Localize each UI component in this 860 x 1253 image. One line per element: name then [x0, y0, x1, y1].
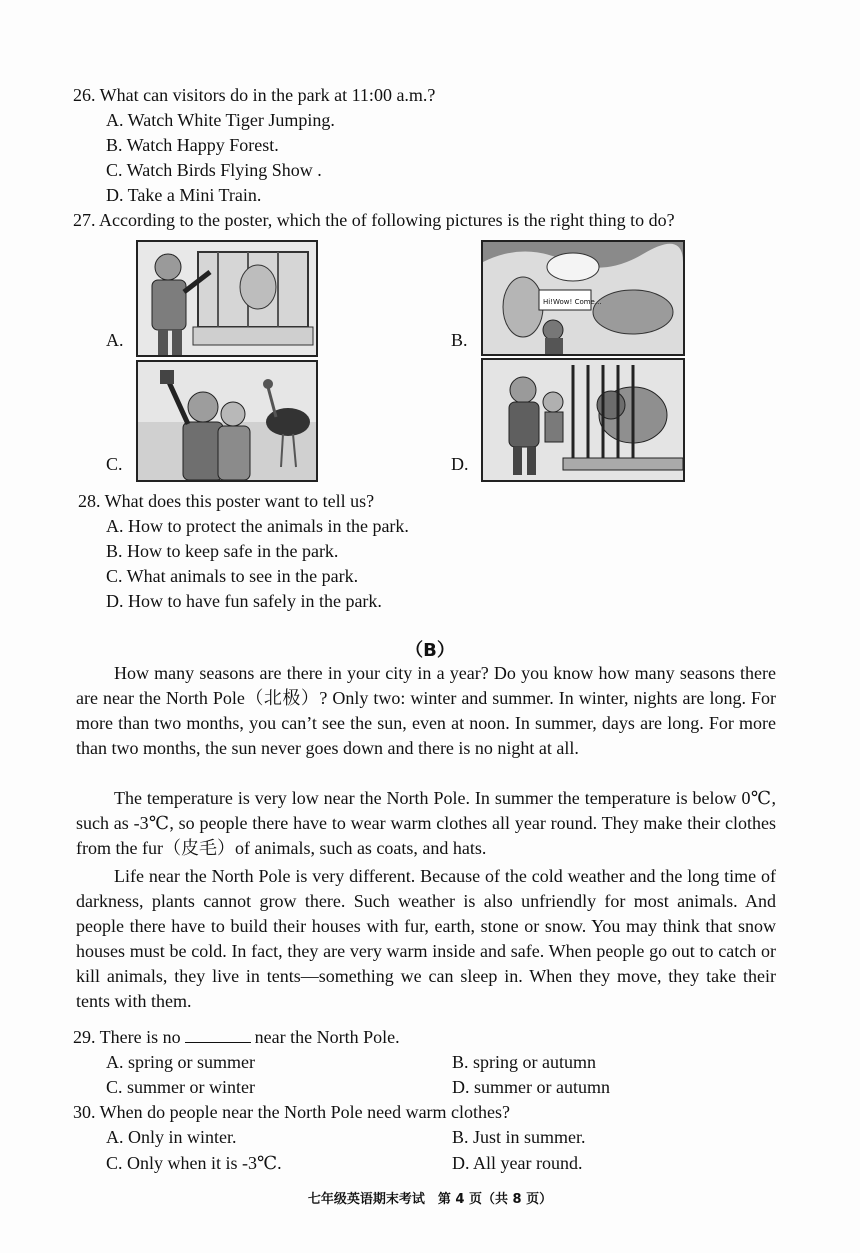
passage-paragraph-3	[76, 864, 776, 1014]
question-29-stem-after: near the North Pole.	[254, 1027, 400, 1047]
passage-paragraph-2	[76, 786, 776, 861]
passage-paragraph-1-text: How many seasons are there in your city in a year? Do you know how many seasons there are near the North Pole（北极）? Only two: winter and summer. In winter, nights are long. For more than two months, you can’t see the sun, even at noon. In summer, days are long. For more than two months, the sun never goes down and there is no night at all.	[76, 663, 776, 758]
page-footer: 七年级英语期末考试 第 4 页（共 8 页）	[307, 1192, 553, 1207]
picture-b-feeding-animals	[481, 240, 685, 356]
question-29-option-c: C. summer or winter	[106, 1077, 255, 1097]
picture-d-cage-with-lion	[481, 358, 685, 482]
question-29-option-d: D. summer or autumn	[452, 1077, 610, 1097]
picture-c-selfie-with-ostrich	[136, 360, 318, 482]
picture-b-illustration	[483, 242, 683, 354]
question-28-stem: 28. What does this poster want to tell us?	[78, 491, 375, 511]
picture-label-d: D.	[451, 454, 469, 474]
passage-paragraph-3-text: Life near the North Pole is very different. Because of the cold weather and the long time of darkness, plants cannot grow there. Such weather is also unfriendly for most animals. And people there have to build their houses with fur, earth, stone or snow. You may think that snow houses must be cold. In fact, they are very warm inside and safe. When people go out to catch or kill animals, they live in tents—something we can sleep in. When they move, they take their tents with them.	[76, 866, 776, 1011]
picture-d-illustration	[483, 360, 683, 480]
picture-c-illustration	[138, 362, 316, 480]
picture-label-a: A.	[106, 330, 124, 350]
question-30-option-a: A. Only in winter.	[106, 1127, 237, 1147]
section-b-title: （B）	[405, 640, 455, 661]
question-26-stem: 26. What can visitors do in the park at 11:00 a.m.?	[73, 85, 436, 105]
picture-label-b: B.	[451, 330, 468, 350]
question-29-stem-before: 29. There is no	[73, 1027, 181, 1047]
question-30-option-d: D. All year round.	[452, 1153, 583, 1173]
question-29-answer-blank	[185, 1028, 251, 1043]
question-30-option-b: B. Just in summer.	[452, 1127, 586, 1147]
picture-label-c: C.	[106, 454, 123, 474]
question-26-option-a: A. Watch White Tiger Jumping.	[106, 110, 335, 130]
question-27-stem: 27. According to the poster, which the of following pictures is the right thing to do?	[73, 210, 675, 230]
passage-paragraph-2-text: The temperature is very low near the North Pole. In summer the temperature is below 0℃, such as -3℃, so people there have to wear warm clothes all year round. They make their clothes from the fur（皮毛）of animals, such as coats, and hats.	[76, 788, 776, 858]
picture-b-speech-bubble: Hi!Wow! Come...	[543, 298, 602, 306]
question-26-option-b: B. Watch Happy Forest.	[106, 135, 279, 155]
question-29-stem	[73, 1026, 400, 1048]
question-26-option-d: D. Take a Mini Train.	[106, 185, 262, 205]
question-28-option-b: B. How to keep safe in the park.	[106, 541, 339, 561]
question-29-option-a: A. spring or summer	[106, 1052, 255, 1072]
question-29-option-b: B. spring or autumn	[452, 1052, 596, 1072]
passage-paragraph-1	[76, 661, 776, 761]
question-28-option-c: C. What animals to see in the park.	[106, 566, 359, 586]
question-28-option-d: D. How to have fun safely in the park.	[106, 591, 382, 611]
question-26-option-c: C. Watch Birds Flying Show .	[106, 160, 322, 180]
question-30-stem: 30. When do people near the North Pole need warm clothes?	[73, 1102, 511, 1122]
question-30-option-c: C. Only when it is -3℃.	[106, 1153, 282, 1173]
picture-a-zoo-glass-tank	[136, 240, 318, 357]
question-28-option-a: A. How to protect the animals in the park.	[106, 516, 409, 536]
picture-a-illustration	[138, 242, 316, 355]
